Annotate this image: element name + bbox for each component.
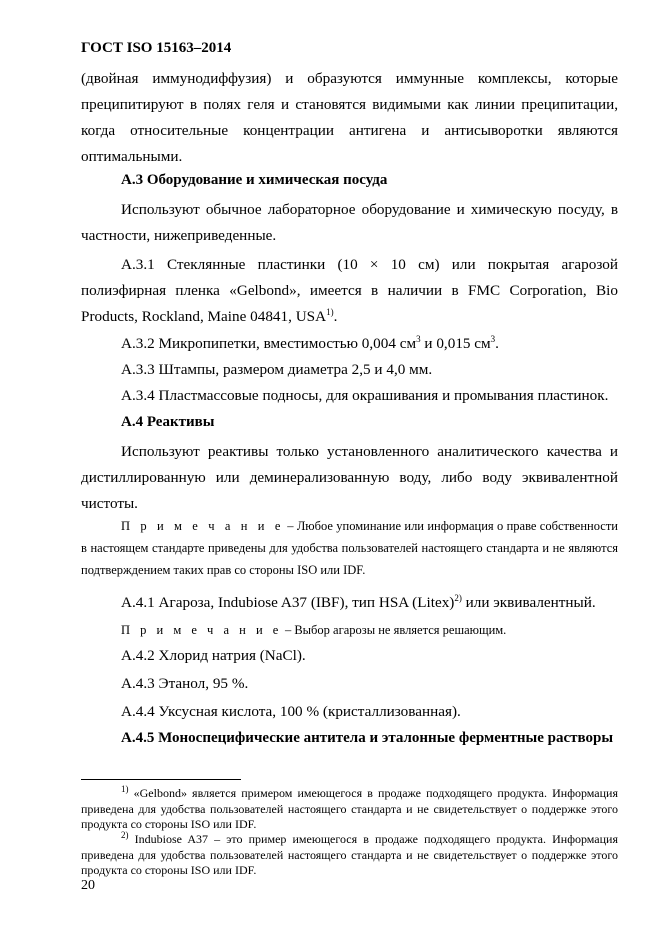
document-header: ГОСТ ISO 15163–2014 [81, 40, 232, 56]
item-a3-1 [81, 252, 618, 330]
footnote-2-mark: 2) [121, 830, 129, 840]
item-a4-5-heading: А.4.5 Моноспецифические антитела и эталонные ферментные растворы [121, 730, 614, 746]
note-2 [121, 623, 506, 638]
item-a3-2 [121, 335, 499, 353]
section-a4-intro: Используют реактивы только установленного аналитического качества и дистиллированную или деминерализованную воду, либо воду эквивалентной чистоты. [81, 443, 618, 512]
section-a3-intro: Используют обычное лабораторное оборудование и химическую посуду, в частности, нижеприведенные. [81, 201, 618, 244]
item-a4-1-end: или эквивалентный. [461, 594, 596, 611]
item-a3-4: А.3.4 Пластмассовые подносы, для окрашивания и промывания пластинок. [121, 387, 609, 404]
note-2-label: П р и м е ч а н и е [121, 623, 282, 637]
item-a3-2-mid: и 0,015 см [420, 335, 491, 352]
note-1 [81, 515, 618, 581]
footnote-ref-1: 1) [326, 306, 334, 317]
item-a3-1-text: А.3.1 Стеклянные пластинки (10 × 10 см) или покрытая агарозой полиэфирная пленка «Gelbond», имеется в наличии в FMC Corporation, Bio Products, Rockland, Maine 04841, USA [81, 256, 618, 325]
item-a4-1-text: А.4.1 Агароза, Indubiose A37 (IBF), тип HSA (Litex) [121, 594, 455, 611]
item-a3-2-end: . [495, 335, 499, 352]
item-a4-4: А.4.4 Уксусная кислота, 100 % (кристаллизованная). [121, 703, 461, 720]
footnote-2-text: Indubiose A37 – это пример имеющегося в продаже подходящего продукта. Информация приведена для удобства пользователей настоящего стандарта и не свидетельствует о поддержке этого продукта со стороны ISO или IDF. [81, 832, 618, 877]
item-a3-2-sup2: 3 [490, 333, 496, 344]
footnote-2 [81, 832, 618, 879]
note-1-text: – Любое упоминание или информация о праве собственности в настоящем стандарте приведены для удобства пользователей настоящего стандарта и не являются подтверждением таких прав со стороны ISO или IDF. [81, 519, 618, 577]
item-a4-3: А.4.3 Этанол, 95 %. [121, 675, 249, 692]
page-number: 20 [81, 878, 95, 893]
item-a3-1-end: . [333, 308, 338, 325]
footnote-1-text: «Gelbond» является примером имеющегося в продаже подходящего продукта. Информация приведена для удобства пользователей настоящего стандарта и не свидетельствует о поддержке этого продукта со стороны ISO или IDF. [81, 786, 618, 831]
section-a4-heading: А.4 Реактивы [121, 414, 215, 430]
note-2-text: – Выбор агарозы не является решающим. [281, 623, 507, 637]
footnote-separator [81, 779, 241, 780]
item-a3-3: А.3.3 Штампы, размером диаметра 2,5 и 4,0 мм. [121, 361, 433, 378]
footnote-ref-2: 2) [454, 592, 462, 603]
note-1-label: П р и м е ч а н и е [121, 519, 284, 533]
footnote-1-mark: 1) [121, 784, 129, 794]
section-a3-heading: А.3 Оборудование и химическая посуда [121, 172, 388, 188]
item-a4-1 [121, 594, 596, 612]
intro-paragraph: (двойная иммунодиффузия) и образуются иммунные комплексы, которые преципитируют в полях геля и становятся видимыми как линии преципитации, когда относительные концентрации антигена и антисыворотки являются оптимальными. [81, 70, 618, 165]
item-a3-2-sup1: 3 [416, 333, 421, 344]
item-a4-2: А.4.2 Хлорид натрия (NaCl). [121, 647, 306, 664]
footnote-1 [81, 786, 618, 833]
item-a3-2-text: А.3.2 Микропипетки, вместимостью 0,004 см [121, 335, 417, 352]
